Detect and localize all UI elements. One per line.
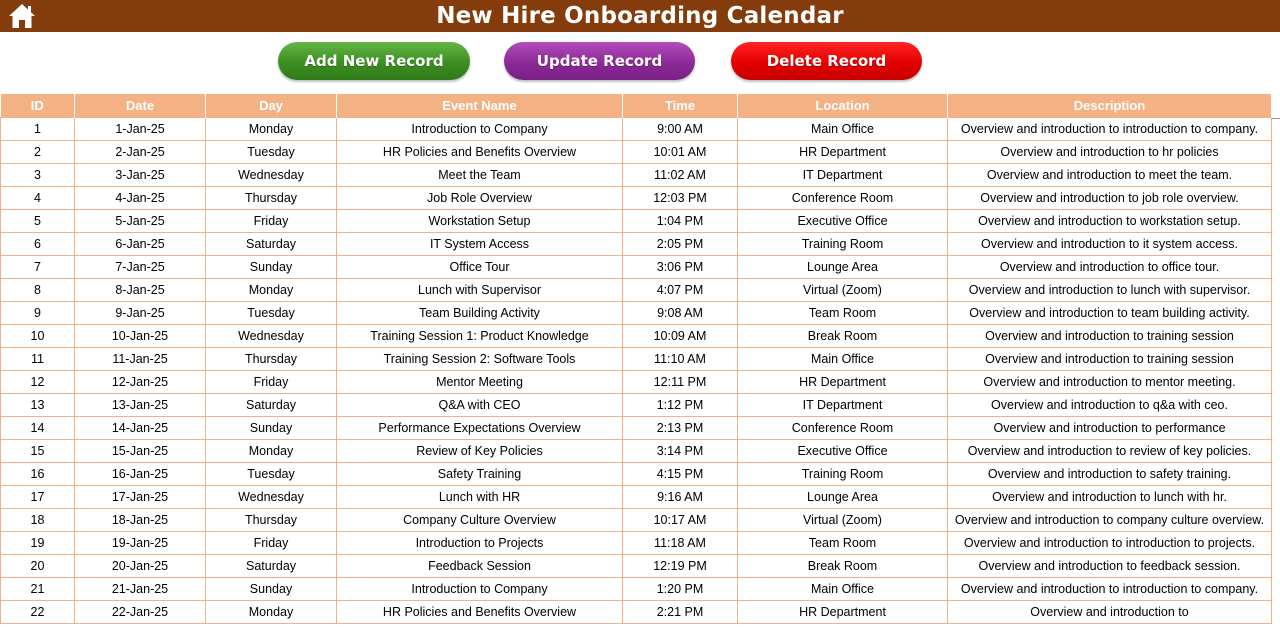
cell-time[interactable]: 10:01 AM xyxy=(623,141,738,164)
cell-date[interactable]: 20-Jan-25 xyxy=(75,555,206,578)
records-table-container xyxy=(0,94,1280,624)
cell-id[interactable]: 5 xyxy=(1,210,75,233)
cell-location[interactable]: Training Room xyxy=(738,463,948,486)
table-row[interactable] xyxy=(1,302,1272,325)
table-row[interactable] xyxy=(1,233,1272,256)
cell-location[interactable]: IT Department xyxy=(738,394,948,417)
table-row[interactable] xyxy=(1,164,1272,187)
cell-event-name[interactable]: Training Session 2: Software Tools xyxy=(337,348,623,371)
cell-date[interactable]: 18-Jan-25 xyxy=(75,509,206,532)
cell-event-name[interactable]: Safety Training xyxy=(337,463,623,486)
cell-day[interactable]: Thursday xyxy=(206,509,337,532)
cell-day[interactable]: Tuesday xyxy=(206,141,337,164)
column-header-day[interactable]: Day xyxy=(206,94,337,118)
table-row[interactable] xyxy=(1,532,1272,555)
cell-location[interactable]: Team Room xyxy=(738,302,948,325)
add-new-record-button[interactable]: Add New Record xyxy=(278,42,470,80)
table-row[interactable] xyxy=(1,463,1272,486)
cell-event-name[interactable]: Feedback Session xyxy=(337,555,623,578)
cell-description[interactable]: Overview and introduction to introduction to company. xyxy=(948,118,1272,141)
cell-location[interactable]: Virtual (Zoom) xyxy=(738,279,948,302)
table-row[interactable] xyxy=(1,440,1272,463)
table-row[interactable] xyxy=(1,601,1272,624)
cell-date[interactable]: 6-Jan-25 xyxy=(75,233,206,256)
cell-time[interactable]: 10:09 AM xyxy=(623,325,738,348)
cell-day[interactable]: Saturday xyxy=(206,233,337,256)
cell-day[interactable]: Wednesday xyxy=(206,486,337,509)
table-body xyxy=(1,118,1272,624)
cell-day[interactable]: Sunday xyxy=(206,578,337,601)
cell-time[interactable]: 1:20 PM xyxy=(623,578,738,601)
cell-id[interactable]: 19 xyxy=(1,532,75,555)
column-header-event-name[interactable]: Event Name xyxy=(337,94,623,118)
cell-event-name[interactable]: Lunch with Supervisor xyxy=(337,279,623,302)
cell-day[interactable]: Thursday xyxy=(206,187,337,210)
cell-location[interactable]: IT Department xyxy=(738,164,948,187)
cell-id[interactable]: 11 xyxy=(1,348,75,371)
cell-time[interactable]: 12:03 PM xyxy=(623,187,738,210)
column-header-date[interactable]: Date xyxy=(75,94,206,118)
column-header-description[interactable]: Description xyxy=(948,94,1272,118)
cell-time[interactable]: 2:13 PM xyxy=(623,417,738,440)
cell-date[interactable]: 12-Jan-25 xyxy=(75,371,206,394)
cell-day[interactable]: Saturday xyxy=(206,555,337,578)
cell-time[interactable]: 12:19 PM xyxy=(623,555,738,578)
cell-description[interactable]: Overview and introduction to office tour. xyxy=(948,256,1272,279)
table-row[interactable] xyxy=(1,555,1272,578)
records-table xyxy=(0,94,1272,624)
cell-description[interactable]: Overview and introduction to lunch with supervisor. xyxy=(948,279,1272,302)
cell-day[interactable]: Wednesday xyxy=(206,325,337,348)
cell-id[interactable]: 2 xyxy=(1,141,75,164)
cell-day[interactable]: Sunday xyxy=(206,256,337,279)
cell-time[interactable]: 1:04 PM xyxy=(623,210,738,233)
cell-event-name[interactable]: IT System Access xyxy=(337,233,623,256)
cell-description[interactable]: Overview and introduction to safety training. xyxy=(948,463,1272,486)
cell-description[interactable]: Overview and introduction to job role overview. xyxy=(948,187,1272,210)
cell-description[interactable]: Overview and introduction to workstation setup. xyxy=(948,210,1272,233)
column-header-time[interactable]: Time xyxy=(623,94,738,118)
cell-time[interactable]: 11:02 AM xyxy=(623,164,738,187)
cell-location[interactable]: Virtual (Zoom) xyxy=(738,509,948,532)
table-row[interactable] xyxy=(1,486,1272,509)
cell-date[interactable]: 22-Jan-25 xyxy=(75,601,206,624)
cell-id[interactable]: 21 xyxy=(1,578,75,601)
cell-day[interactable]: Wednesday xyxy=(206,164,337,187)
cell-event-name[interactable]: Review of Key Policies xyxy=(337,440,623,463)
cell-day[interactable]: Monday xyxy=(206,440,337,463)
cell-id[interactable]: 14 xyxy=(1,417,75,440)
cell-location[interactable]: Main Office xyxy=(738,578,948,601)
cell-event-name[interactable]: Mentor Meeting xyxy=(337,371,623,394)
cell-date[interactable]: 21-Jan-25 xyxy=(75,578,206,601)
cell-event-name[interactable]: Introduction to Projects xyxy=(337,532,623,555)
cell-event-name[interactable]: HR Policies and Benefits Overview xyxy=(337,141,623,164)
cell-id[interactable]: 17 xyxy=(1,486,75,509)
cell-location[interactable]: Conference Room xyxy=(738,417,948,440)
cell-location[interactable]: Lounge Area xyxy=(738,486,948,509)
cell-description[interactable]: Overview and introduction to company culture overview. xyxy=(948,509,1272,532)
cell-time[interactable]: 1:12 PM xyxy=(623,394,738,417)
cell-day[interactable]: Thursday xyxy=(206,348,337,371)
cell-date[interactable]: 3-Jan-25 xyxy=(75,164,206,187)
cell-location[interactable]: Conference Room xyxy=(738,187,948,210)
cell-location[interactable]: HR Department xyxy=(738,601,948,624)
cell-event-name[interactable]: Lunch with HR xyxy=(337,486,623,509)
cell-location[interactable]: Lounge Area xyxy=(738,256,948,279)
cell-date[interactable]: 4-Jan-25 xyxy=(75,187,206,210)
cell-date[interactable]: 2-Jan-25 xyxy=(75,141,206,164)
cell-description[interactable]: Overview and introduction to performance xyxy=(948,417,1272,440)
cell-location[interactable]: Team Room xyxy=(738,532,948,555)
cell-location[interactable]: HR Department xyxy=(738,141,948,164)
cell-id[interactable]: 20 xyxy=(1,555,75,578)
cell-description[interactable]: Overview and introduction to it system access. xyxy=(948,233,1272,256)
cell-description[interactable]: Overview and introduction to introduction to company. xyxy=(948,578,1272,601)
page-title: New Hire Onboarding Calendar xyxy=(436,3,844,29)
table-row[interactable] xyxy=(1,509,1272,532)
cell-event-name[interactable]: Performance Expectations Overview xyxy=(337,417,623,440)
cell-location[interactable]: HR Department xyxy=(738,371,948,394)
cell-event-name[interactable]: Training Session 1: Product Knowledge xyxy=(337,325,623,348)
cell-id[interactable]: 22 xyxy=(1,601,75,624)
cell-id[interactable]: 9 xyxy=(1,302,75,325)
cell-date[interactable]: 19-Jan-25 xyxy=(75,532,206,555)
cell-event-name[interactable]: Introduction to Company xyxy=(337,118,623,141)
cell-time[interactable]: 9:08 AM xyxy=(623,302,738,325)
cell-location[interactable]: Main Office xyxy=(738,348,948,371)
cell-event-name[interactable]: Workstation Setup xyxy=(337,210,623,233)
cell-location[interactable]: Main Office xyxy=(738,118,948,141)
cell-date[interactable]: 14-Jan-25 xyxy=(75,417,206,440)
cell-date[interactable]: 5-Jan-25 xyxy=(75,210,206,233)
cell-id[interactable]: 6 xyxy=(1,233,75,256)
table-row[interactable] xyxy=(1,578,1272,601)
cell-day[interactable]: Friday xyxy=(206,532,337,555)
cell-description[interactable]: Overview and introduction to xyxy=(948,601,1272,624)
cell-event-name[interactable]: Job Role Overview xyxy=(337,187,623,210)
table-header-row xyxy=(1,94,1272,118)
cell-description[interactable]: Overview and introduction to hr policies xyxy=(948,141,1272,164)
cell-time[interactable]: 4:07 PM xyxy=(623,279,738,302)
cell-description[interactable]: Overview and introduction to q&a with ceo. xyxy=(948,394,1272,417)
cell-date[interactable]: 9-Jan-25 xyxy=(75,302,206,325)
cell-day[interactable]: Saturday xyxy=(206,394,337,417)
cell-time[interactable]: 12:11 PM xyxy=(623,371,738,394)
cell-description[interactable]: Overview and introduction to training session xyxy=(948,348,1272,371)
cell-date[interactable]: 7-Jan-25 xyxy=(75,256,206,279)
cell-event-name[interactable]: Company Culture Overview xyxy=(337,509,623,532)
cell-id[interactable]: 13 xyxy=(1,394,75,417)
table-row[interactable] xyxy=(1,210,1272,233)
table-row[interactable] xyxy=(1,279,1272,302)
cell-day[interactable]: Monday xyxy=(206,118,337,141)
cell-time[interactable]: 9:00 AM xyxy=(623,118,738,141)
delete-record-button[interactable]: Delete Record xyxy=(731,42,922,80)
cell-time[interactable]: 2:05 PM xyxy=(623,233,738,256)
cell-location[interactable]: Break Room xyxy=(738,325,948,348)
cell-time[interactable]: 10:17 AM xyxy=(623,509,738,532)
cell-id[interactable]: 15 xyxy=(1,440,75,463)
cell-date[interactable]: 8-Jan-25 xyxy=(75,279,206,302)
cell-description[interactable]: Overview and introduction to feedback session. xyxy=(948,555,1272,578)
cell-time[interactable]: 9:16 AM xyxy=(623,486,738,509)
cell-time[interactable]: 4:15 PM xyxy=(623,463,738,486)
table-row[interactable] xyxy=(1,417,1272,440)
cell-location[interactable]: Executive Office xyxy=(738,440,948,463)
table-row[interactable] xyxy=(1,325,1272,348)
cell-id[interactable]: 3 xyxy=(1,164,75,187)
cell-description[interactable]: Overview and introduction to review of key policies. xyxy=(948,440,1272,463)
cell-day[interactable]: Friday xyxy=(206,210,337,233)
cell-date[interactable]: 10-Jan-25 xyxy=(75,325,206,348)
cell-id[interactable]: 4 xyxy=(1,187,75,210)
table-row[interactable] xyxy=(1,256,1272,279)
cell-location[interactable]: Break Room xyxy=(738,555,948,578)
cell-day[interactable]: Monday xyxy=(206,601,337,624)
column-header-location[interactable]: Location xyxy=(738,94,948,118)
cell-id[interactable]: 12 xyxy=(1,371,75,394)
cell-event-name[interactable]: HR Policies and Benefits Overview xyxy=(337,601,623,624)
cell-date[interactable]: 16-Jan-25 xyxy=(75,463,206,486)
table-row[interactable] xyxy=(1,187,1272,210)
table-row[interactable] xyxy=(1,371,1272,394)
cell-description[interactable]: Overview and introduction to lunch with hr. xyxy=(948,486,1272,509)
cell-id[interactable]: 1 xyxy=(1,118,75,141)
cell-day[interactable]: Sunday xyxy=(206,417,337,440)
cell-id[interactable]: 16 xyxy=(1,463,75,486)
cell-id[interactable]: 7 xyxy=(1,256,75,279)
sheet-edge xyxy=(1271,94,1280,119)
cell-date[interactable]: 1-Jan-25 xyxy=(75,118,206,141)
home-icon[interactable] xyxy=(7,2,37,30)
cell-id[interactable]: 18 xyxy=(1,509,75,532)
cell-day[interactable]: Monday xyxy=(206,279,337,302)
table-row[interactable] xyxy=(1,348,1272,371)
cell-description[interactable]: Overview and introduction to meet the team. xyxy=(948,164,1272,187)
cell-event-name[interactable]: Office Tour xyxy=(337,256,623,279)
cell-day[interactable]: Tuesday xyxy=(206,463,337,486)
cell-description[interactable]: Overview and introduction to training session xyxy=(948,325,1272,348)
cell-description[interactable]: Overview and introduction to mentor meeting. xyxy=(948,371,1272,394)
cell-id[interactable]: 10 xyxy=(1,325,75,348)
cell-event-name[interactable]: Introduction to Company xyxy=(337,578,623,601)
table-row[interactable] xyxy=(1,394,1272,417)
column-header-id[interactable]: ID xyxy=(1,94,75,118)
cell-event-name[interactable]: Team Building Activity xyxy=(337,302,623,325)
cell-time[interactable]: 3:14 PM xyxy=(623,440,738,463)
cell-date[interactable]: 17-Jan-25 xyxy=(75,486,206,509)
cell-description[interactable]: Overview and introduction to team building activity. xyxy=(948,302,1272,325)
cell-event-name[interactable]: Meet the Team xyxy=(337,164,623,187)
cell-time[interactable]: 11:18 AM xyxy=(623,532,738,555)
cell-day[interactable]: Friday xyxy=(206,371,337,394)
title-bar xyxy=(0,0,1280,32)
cell-time[interactable]: 3:06 PM xyxy=(623,256,738,279)
table-row[interactable] xyxy=(1,118,1272,141)
cell-description[interactable]: Overview and introduction to introduction to projects. xyxy=(948,532,1272,555)
cell-day[interactable]: Tuesday xyxy=(206,302,337,325)
cell-date[interactable]: 13-Jan-25 xyxy=(75,394,206,417)
cell-time[interactable]: 2:21 PM xyxy=(623,601,738,624)
table-row[interactable] xyxy=(1,141,1272,164)
cell-id[interactable]: 8 xyxy=(1,279,75,302)
cell-date[interactable]: 15-Jan-25 xyxy=(75,440,206,463)
cell-event-name[interactable]: Q&A with CEO xyxy=(337,394,623,417)
cell-time[interactable]: 11:10 AM xyxy=(623,348,738,371)
cell-location[interactable]: Training Room xyxy=(738,233,948,256)
cell-date[interactable]: 11-Jan-25 xyxy=(75,348,206,371)
update-record-button[interactable]: Update Record xyxy=(504,42,695,80)
cell-location[interactable]: Executive Office xyxy=(738,210,948,233)
